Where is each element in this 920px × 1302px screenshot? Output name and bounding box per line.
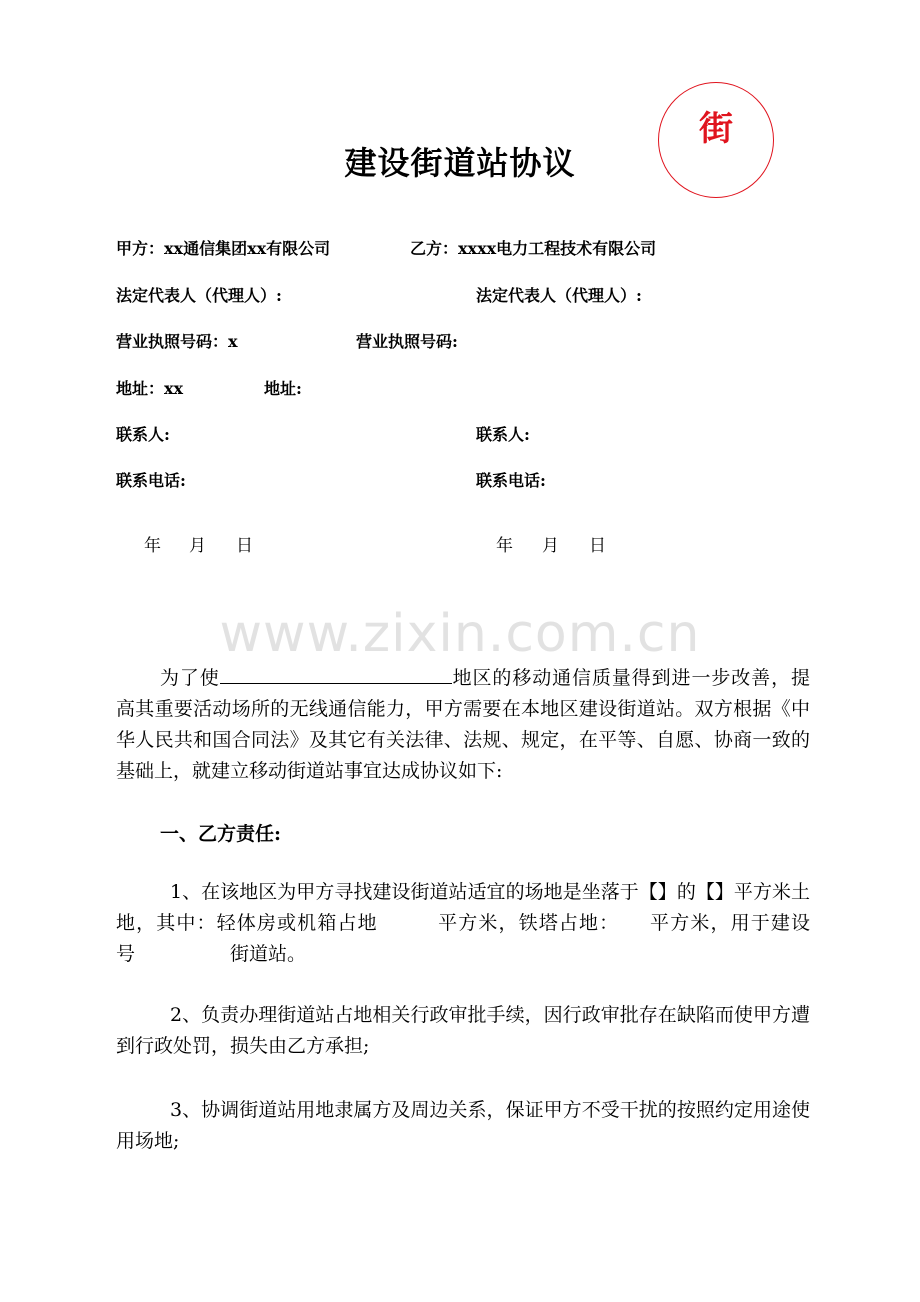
date-right-month: 月	[542, 536, 559, 556]
party-b-address: 地址:	[264, 379, 302, 398]
party-a-name: 甲方：xx通信集团xx有限公司	[116, 239, 331, 258]
party-b-contact: 联系人:	[476, 425, 530, 444]
document-title: 建设街道站协议	[344, 144, 576, 182]
party-b-name: 乙方：xxxx电力工程技术有限公司	[410, 239, 657, 258]
party-b-license: 营业执照号码:	[356, 332, 458, 351]
intro-rest: 地区的移动通信质量得到进一步改善，提高其重要活动场所的无线通信能力，甲方需要在本地区建设街道站。双方根据《中华人民共和国合同法》及其它有关法律、法规、规定，在平等、自愿、协商一致的基础上，就建立移动街道站事宜达成协议如下:	[116, 667, 810, 782]
intro-paragraph	[116, 663, 810, 787]
date-right-day: 日	[589, 536, 606, 556]
party-b-rep: 法定代表人（代理人）:	[476, 286, 642, 305]
party-a-address: 地址：xx	[116, 379, 184, 398]
date-right-year: 年	[496, 536, 513, 556]
party-b-phone: 联系电话:	[476, 471, 546, 490]
seal-stamp	[658, 82, 774, 198]
party-a-phone: 联系电话:	[116, 471, 186, 490]
party-a-contact: 联系人:	[116, 425, 170, 444]
party-a-rep: 法定代表人（代理人）:	[116, 286, 282, 305]
intro-prefix: 为了使	[160, 667, 220, 689]
clause-3: 3、协调街道站用地隶属方及周边关系，保证甲方不受干扰的按照约定用途使用场地;	[116, 1099, 810, 1152]
section-heading: 一、乙方责任:	[160, 823, 282, 845]
clause-2: 2、负责办理街道站占地相关行政审批手续，因行政审批存在缺陷而使甲方遭到行政处罚，损失由乙方承担;	[116, 1004, 810, 1057]
date-left-day: 日	[236, 536, 253, 556]
date-left-month: 月	[189, 536, 206, 556]
date-left-year: 年	[144, 536, 161, 556]
party-a-license: 营业执照号码：x	[116, 332, 238, 351]
blank-line	[220, 665, 452, 684]
seal-character: 街	[699, 109, 733, 149]
clause-1: 1、在该地区为甲方寻找建设街道站适宜的场地是坐落于【】的【】平方米土地，其中：轻体房或机箱占地 平方米，铁塔占地： 平方米，用于建设 号 街道站。	[116, 881, 868, 965]
watermark: www.zixin.com.cn	[219, 604, 701, 664]
